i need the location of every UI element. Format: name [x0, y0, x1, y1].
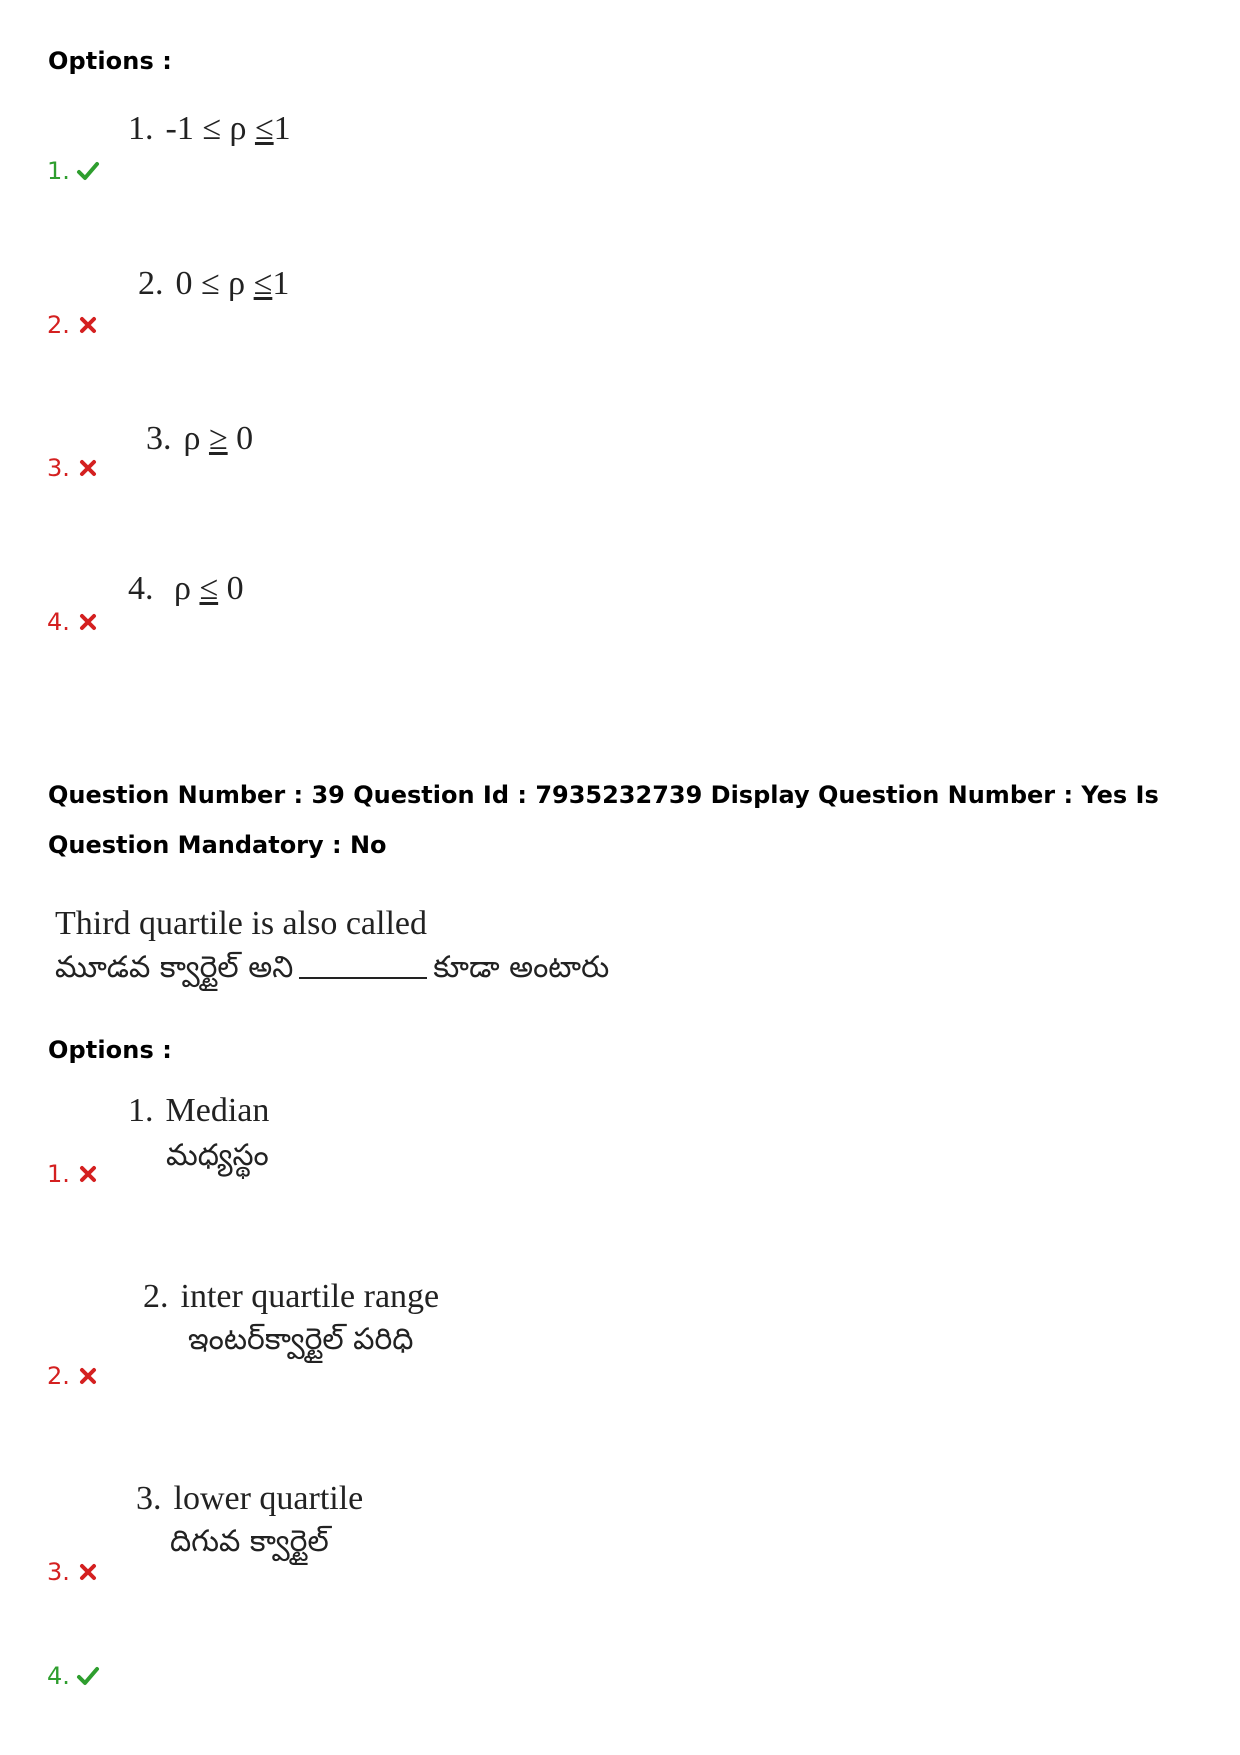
option-formula-pre: -1 ≤ ρ: [165, 110, 255, 147]
option-text-en: Median: [165, 1092, 270, 1129]
option-formula-post: 1: [273, 110, 291, 147]
option-text-te: దిగువ క్వార్టైల్: [170, 1524, 329, 1559]
option-text-en: inter quartile range: [180, 1278, 440, 1315]
option-formula-symbol: ≤: [254, 110, 274, 147]
question-text-te-before: మూడవ క్వార్టైల్ అని: [55, 950, 294, 985]
option-marker: [47, 1558, 100, 1586]
cross-icon: [76, 313, 100, 337]
option-formula-post: 1: [272, 265, 290, 302]
cross-icon: [76, 1162, 100, 1186]
options-heading: Options :: [48, 47, 172, 75]
option-number: 2.: [47, 311, 70, 339]
option-image-text: [138, 265, 289, 303]
option-number: 1.: [47, 157, 70, 185]
option-formula-post: 0: [227, 420, 254, 457]
cross-icon: [76, 456, 100, 480]
option-number: 4.: [47, 1662, 70, 1690]
option-marker: [47, 608, 100, 636]
option-image-text: [128, 1092, 269, 1130]
option-number: 3.: [47, 454, 70, 482]
option-formula-symbol: ≥: [208, 420, 228, 457]
check-icon: [76, 1664, 100, 1688]
option-marker: [47, 1662, 100, 1690]
option-marker: [47, 1362, 100, 1390]
option-image-text: [146, 420, 253, 458]
option-marker: [47, 157, 100, 185]
option-index: 4.: [128, 570, 154, 607]
check-icon: [76, 159, 100, 183]
cross-icon: [76, 610, 100, 634]
option-index: 1.: [128, 1092, 154, 1129]
option-marker: [47, 454, 100, 482]
option-index: 1.: [128, 110, 154, 147]
cross-icon: [76, 1560, 100, 1584]
option-index: 3.: [136, 1480, 162, 1517]
option-image-text: [143, 1278, 439, 1316]
option-text-te: మధ్యస్థం: [166, 1138, 269, 1173]
option-formula-pre: ρ: [183, 420, 209, 457]
cross-icon: [76, 1364, 100, 1388]
option-index: 3.: [146, 420, 172, 457]
question-text-en: Third quartile is also called: [55, 905, 427, 942]
option-index: 2.: [143, 1278, 169, 1315]
fill-in-blank: [299, 977, 427, 979]
option-formula-pre: ρ: [165, 570, 200, 607]
question-text-te-after: కూడా అంటారు: [433, 950, 610, 985]
option-image-text: [128, 570, 244, 608]
option-formula-pre: 0 ≤ ρ: [175, 265, 254, 302]
options-heading: Options :: [48, 1036, 172, 1064]
option-text-en: lower quartile: [173, 1480, 364, 1517]
option-number: 4.: [47, 608, 70, 636]
option-formula-post: 0: [218, 570, 244, 607]
option-number: 3.: [47, 1558, 70, 1586]
option-number: 2.: [47, 1362, 70, 1390]
option-marker: [47, 1160, 100, 1188]
option-formula-symbol: ≤: [253, 265, 273, 302]
option-index: 2.: [138, 265, 164, 302]
option-number: 1.: [47, 1160, 70, 1188]
option-formula-symbol: ≤: [199, 570, 219, 607]
question-text-te: [55, 950, 609, 992]
option-image-text: [136, 1480, 363, 1518]
question-metadata: Question Number : 39 Question Id : 7935232739 Display Question Number : Yes Is Question Mandatory : No: [48, 781, 1159, 859]
option-image-text: [128, 110, 291, 148]
option-text-te: ఇంటర్‌క్వార్టైల్ పరిధి: [188, 1322, 414, 1357]
option-marker: [47, 311, 100, 339]
